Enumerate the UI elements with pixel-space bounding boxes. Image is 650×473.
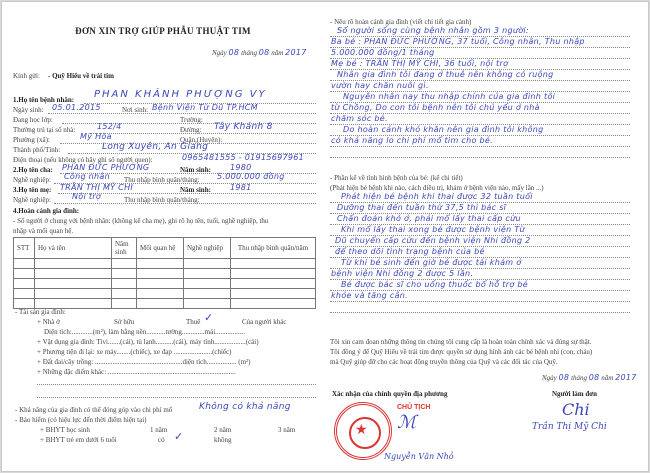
cell[interactable] (184, 279, 231, 289)
mother-job-label: Nghề nghiệp: (13, 196, 51, 204)
declaration-line: Tôi xin cam đoan những thông tin chúng tôi cung cấp là hoàn toàn chính xác và đúng sự thật. (330, 338, 592, 346)
table-header-row (14, 238, 316, 259)
dotted-line (37, 397, 316, 398)
mother-label: 3.Họ tên mẹ: (13, 186, 52, 194)
household-table (13, 237, 316, 309)
father-name: PHAN ĐỨC PHƯỚNG (62, 163, 150, 172)
date-line: Ngày 08 tháng 08 năm 2017 (212, 48, 307, 57)
page-left (2, 2, 324, 471)
page-right (327, 2, 648, 471)
family-detail-line: có khả năng lo chi phí mổ tim cho bé. (331, 136, 493, 145)
cell[interactable] (184, 289, 231, 299)
cell[interactable] (35, 269, 112, 279)
chairman-name: Nguyễn Văn Nhỏ (384, 452, 454, 461)
col-stt: STT (14, 238, 35, 259)
checkmark-icon: ✓ (204, 311, 214, 324)
ward: Mỹ Hòa (80, 132, 112, 141)
cell[interactable] (14, 259, 35, 269)
contribution: Không có khả năng (199, 402, 291, 412)
cell[interactable] (35, 259, 112, 269)
cell[interactable] (112, 259, 137, 269)
mother-income-label: Thu nhập bình quân/tháng: (124, 196, 200, 204)
birthplace: Bệnh Viện Từ Dũ TP.HCM (152, 103, 258, 112)
birthplace-label: Nơi sinh: (122, 106, 149, 114)
table-row (14, 279, 316, 289)
father-income: 5.000.000 đồng (217, 172, 285, 181)
father-yob-label: Năm sinh: (180, 166, 211, 174)
col-yob: Năm sinh (112, 238, 137, 259)
addressee: - Quỹ Hiểu về trái tim (48, 72, 114, 80)
family-detail-label: - Nêu rõ hoàn cảnh gia đình (viết chi tiết gia cảnh) (330, 18, 472, 26)
cell[interactable] (231, 269, 316, 279)
phone-label: Điện thoại (nếu không có hãy ghi số người quen): (13, 156, 153, 164)
cell[interactable] (137, 289, 184, 299)
father-label: 2.Họ tên cha: (13, 166, 53, 174)
family-detail-line: Nguyên nhân nay thu nhập chính của gia đình tôi (343, 92, 556, 101)
mother-yob-label: Năm sinh: (180, 186, 211, 194)
cell[interactable] (231, 259, 316, 269)
city: Long Xuyên, An Giang (102, 142, 209, 152)
cell[interactable] (184, 259, 231, 269)
dotted-line (54, 203, 316, 204)
house-no-label: Thường trú tại số nhà: (13, 126, 76, 134)
declaration-line: Tôi đồng ý để Quỹ Hiểu về trái tim được quyền sử dụng hình ảnh các bé bệnh nhi (con, cháu) (330, 348, 593, 356)
applicant-label: Người làm đơn (552, 390, 598, 398)
applicant-signature: Chi (562, 400, 590, 419)
cell[interactable] (137, 299, 184, 309)
col-name: Họ và tên (35, 238, 112, 259)
cell[interactable] (184, 269, 231, 279)
household-note: - Số người ở chung với bệnh nhân: (không kể cha mẹ), ghi rõ họ tên, tuổi, nghề nghiệp, thu (13, 217, 269, 225)
declaration-line: mà Quỹ giúp đỡ cho các hoạt động truyền thông của Quỹ và các đối tác của Quỹ. (330, 358, 558, 366)
illness-line: bệnh viện Nhi đồng 2 được 5 lần. (331, 269, 474, 278)
illness-line: Khi mổ lấy thai xong bé được bệnh viện Từ (341, 225, 525, 234)
illness-line: Bé được bác sĩ cho uống thuốc bổ hỗ trợ bé (341, 280, 528, 289)
table-row (14, 299, 316, 309)
family-detail-line: 5.000.000 đồng/1 tháng (331, 48, 435, 57)
phone: 0965481555 - 01915697961 (182, 153, 305, 162)
illness-line: để theo dõi tình trạng bệnh của bé (335, 247, 485, 256)
illness-label: - Phần kể về tình hình bệnh của bé: (kể chi tiết) (330, 174, 463, 182)
school-label: Trường: (180, 116, 203, 124)
dotted-line (330, 312, 630, 313)
cell[interactable] (14, 289, 35, 299)
document-frame (1, 1, 649, 472)
table-row (14, 289, 316, 299)
cell[interactable] (112, 299, 137, 309)
dotted-line (330, 157, 630, 158)
cell[interactable] (112, 269, 137, 279)
cell[interactable] (231, 289, 316, 299)
cell[interactable] (35, 279, 112, 289)
land-line: + Đất đai/cây trồng: ..................................................diện tích................. (m²) (37, 358, 251, 366)
applicant-name: Trần Thị Mỹ Chi (532, 422, 607, 432)
illness-line: Chẩn đoán khó ở, phải mổ lấy thai cấp cứu (337, 214, 521, 223)
city-label: Thành phố/Tỉnh: (13, 146, 61, 154)
illness-line: Phát hiện bé bệnh khi thai được 32 tuần tuổi (341, 192, 533, 201)
family-detail-line: chăm sóc bé. (331, 114, 388, 123)
dotted-line (330, 301, 630, 302)
house-option-own[interactable]: Sở hữu (114, 318, 135, 326)
patient-name: PHAN KHÁNH PHƯỢNG VY (94, 89, 267, 100)
star-icon: ★ (355, 423, 368, 438)
cell[interactable] (14, 279, 35, 289)
appliances-line: + Vật dụng gia đình: Tivi.......(cái), tủ lạnh..........(cái), máy tính..................(cái) (37, 338, 259, 346)
bhyt-child-yes[interactable]: có (158, 436, 165, 444)
illness-line: Dũ chuyển cấp cứu đến bệnh viện Nhi đồng 2 (335, 236, 531, 245)
family-detail-line: vườn hay chăn nuôi gì. (331, 81, 429, 90)
father-yob: 1980 (230, 163, 252, 172)
section4-heading: 4.Hoàn cảnh gia đình: (13, 207, 80, 215)
bhyt-2-year[interactable]: 2 năm (214, 426, 232, 434)
illness-line: Từ khi bé sinh đến giờ bé được tái khám ở (341, 258, 522, 267)
transport-line: + Phương tiện đi lại: xe máy........(chiếc), xe đạp ......................(chiếc) (37, 348, 232, 356)
cell[interactable] (35, 299, 112, 309)
illness-line: khỏe và tăng cân. (331, 291, 408, 300)
cell[interactable] (137, 259, 184, 269)
sign-date-line: Ngày 08 tháng 08 năm 2017 (542, 373, 637, 382)
house-option-other[interactable]: Của người khác (242, 318, 287, 326)
cell[interactable] (184, 299, 231, 309)
family-detail-line: Ba bé : PHAN ĐỨC PHƯỚNG, 37 tuổi, Công nhân, Thu nhập (331, 37, 585, 46)
dotted-line (37, 384, 316, 385)
illness-hint: (Phát hiện bé bệnh khi nào, cách điều trị, khám ở bệnh viện nào, mấy lần ...) (330, 184, 544, 192)
house-no: 152/4 (97, 122, 122, 131)
cell[interactable] (14, 269, 35, 279)
table-row (14, 269, 316, 279)
bhyt-student-label: + BHYT học sinh (40, 426, 90, 434)
cell[interactable] (35, 289, 112, 299)
chairman-title: CHỦ TỊCH (397, 404, 431, 411)
col-income: Thu nhập bình quân/năm (231, 238, 316, 259)
dotted-line (90, 133, 316, 134)
father-job: Công nhân (64, 172, 110, 181)
family-detail-line: Do hoàn cảnh khó khăn nên gia đình tôi không (343, 125, 544, 134)
cell[interactable] (112, 289, 137, 299)
bhyt-3-year[interactable]: 3 năm (278, 426, 296, 434)
cell[interactable] (137, 279, 184, 289)
father-income-label: Thu nhập bình quân/tháng: (124, 176, 200, 184)
dotted-line (330, 146, 630, 147)
col-relation: Mối quan hệ (137, 238, 184, 259)
dotted-line (48, 113, 316, 114)
cell[interactable] (137, 269, 184, 279)
local-authority-label: Xác nhận của chính quyền địa phương (332, 390, 448, 398)
form-title: ĐƠN XIN TRỢ GIÚP PHẪU THUẬT TIM (75, 26, 251, 36)
mother-name: TRẦN THỊ MỸ CHI (60, 183, 134, 192)
insurance-label: - Bảo hiểm (có hiệu lực đến thời điểm hiện tại) (15, 416, 147, 424)
family-detail-line: Mẹ bé : TRẦN THỊ MỸ CHI, 36 tuổi, nội trợ (331, 59, 509, 68)
addressee-label: Kính gửi: (13, 72, 40, 80)
cell[interactable] (112, 279, 137, 289)
cell[interactable] (231, 279, 316, 289)
bhyt-child-label: + BHYT trẻ em dưới 6 tuổi (40, 436, 117, 444)
bhyt-child-no[interactable]: không (214, 436, 232, 444)
mother-yob: 1981 (230, 183, 252, 192)
bhyt-1-year[interactable]: 1 năm (150, 426, 168, 434)
table-row (14, 259, 316, 269)
contribution-label: - Khả năng của gia đình có thể đóng góp vào chi phí mổ (15, 406, 173, 414)
col-job: Nghề nghiệp (184, 238, 231, 259)
patient-name-label: 1.Họ tên bệnh nhân: (13, 96, 75, 104)
area-line: Diện tích:............(m²), làm bằng nền...........tường.............mái................. (44, 328, 245, 336)
school-class-label: Đang học lớp: (13, 116, 53, 124)
dob: 05.01.2015 (52, 103, 101, 112)
household-note-2: nhập và mối quan hệ. (13, 227, 74, 235)
father-job-label: Nghề nghiệp: (13, 176, 51, 184)
family-detail-line: từ Chồng, Do con tôi bệnh nên tôi chủ yếu ở nhà (331, 103, 540, 112)
district-label: Quận,(Huyện): (180, 136, 223, 144)
mother-job: Nội trợ (72, 192, 102, 201)
street-label: Đường: (180, 126, 202, 134)
checkmark-icon: ✓ (174, 430, 184, 443)
street: Tây Khánh 8 (214, 122, 273, 132)
illness-line: Dưỡng thai đến tuần thứ 37,5 thì bác sĩ (337, 203, 507, 212)
family-detail-line: Nhân gia đình tôi đang ở thuê nên không có ruộng (337, 70, 554, 79)
house-label: + Nhà ở (37, 318, 60, 326)
other-line: + Những đặc điểm khác: ......................................................................... (37, 368, 236, 376)
dob-label: Ngày sinh: (13, 106, 44, 114)
house-option-rent[interactable]: Thuê (186, 318, 201, 326)
family-detail-line: Số người sống cùng bệnh nhân gồm 3 người: (337, 26, 529, 35)
assets-label: - Tài sản gia đình: (15, 308, 66, 316)
cell[interactable] (231, 299, 316, 309)
chairman-signature-icon: ℳ (397, 412, 417, 433)
ward-label: Phường (xã): (13, 136, 50, 144)
cell[interactable] (14, 299, 35, 309)
